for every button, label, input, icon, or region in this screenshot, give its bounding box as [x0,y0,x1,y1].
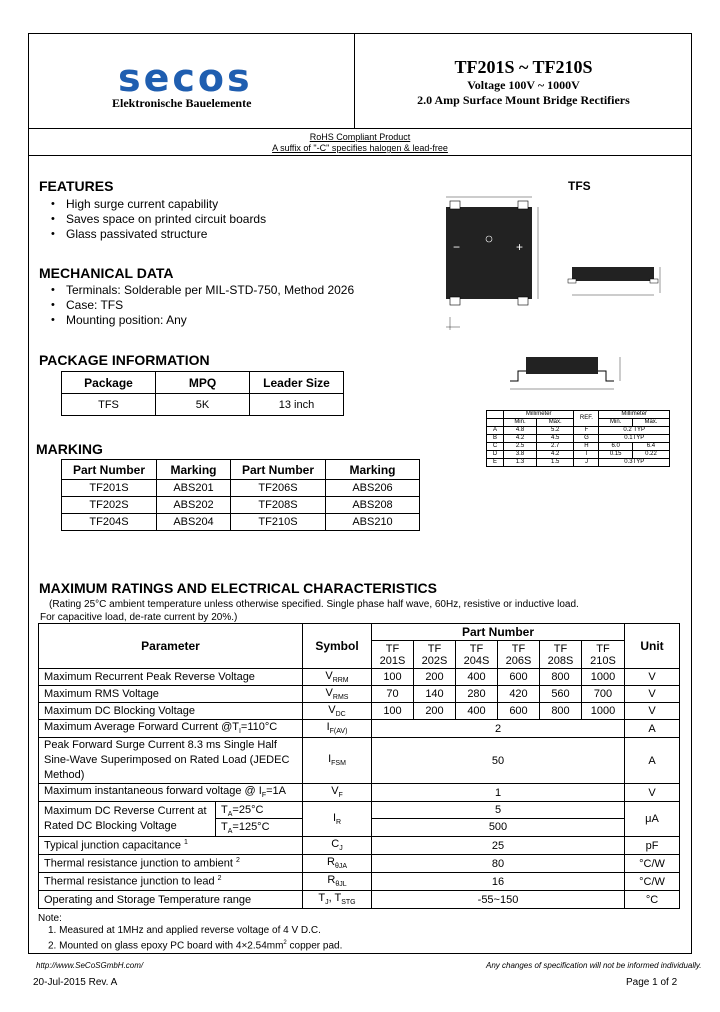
part-prefix: TF [427,642,442,655]
notes-title: Note: [38,913,62,924]
unit-cell: V [625,784,680,802]
value-cell: 200 [414,703,456,720]
table-header: Package [62,372,156,394]
table-header: Millimeter [504,411,574,419]
package-info-table [61,371,344,416]
rohs-line-2: A suffix of "-C" specifies halogen & lead-free [272,143,448,153]
parameter-cell: Typical junction capacitance $^1$ [39,837,303,855]
value-cell [372,802,625,837]
ratings-heading: MAXIMUM RATINGS AND ELECTRICAL CHARACTERISTICS [39,580,437,596]
parameter-cell: Maximum instantaneous forward voltage @ $I_F=1A$ [39,784,303,802]
value-cell: 70 [372,686,414,703]
features-list [46,197,266,242]
table-row [62,497,420,514]
value-cell: 420 [498,686,540,703]
list-item: • High surge current capability [46,197,266,212]
ratings-note-1: (Rating 25°C ambient temperature unless otherwise specified. Single phase half wave, 60Hz, resistive or inductive load. [49,599,579,610]
part-column-header [456,641,498,669]
table-cell: 2.7 [536,443,573,451]
ratings-note-2: For capacitive load, de-rate current by 20%.) [40,612,238,623]
table-cell: 2.5 [504,443,537,451]
table-row [487,459,670,467]
table-row [39,669,680,686]
condition-125c: $T_A=125^\circ C$ [221,821,270,836]
table-cell: E [487,459,504,467]
header-divider [28,128,692,129]
unit-cell: μA [625,802,680,837]
part-column-header [498,641,540,669]
dimension-table [486,410,670,467]
table-header: Millimeter [599,411,670,419]
unit-cell: °C/W [625,873,680,891]
table-row [39,686,680,703]
footer-page: Page 1 of 2 [626,977,678,988]
list-item: • Case: TFS [46,298,354,313]
table-cell: 6.4 [632,443,669,451]
list-item: • Glass passivated structure [46,227,266,242]
symbol-header: Symbol [303,624,372,669]
package-side-view [572,267,654,281]
value-cell: -55~150 [372,891,625,909]
package-front-view [526,357,598,374]
value-cell: 100 [372,669,414,686]
table-row [39,873,680,891]
list-item: • Terminals: Solderable per MIL-STD-750, Method 2026 [46,283,354,298]
value-cell: 200 [414,669,456,686]
unit-cell: V [625,703,680,720]
table-row [39,837,680,855]
table-cell: 6.0 [599,443,633,451]
part-suffix: 210S [590,654,616,667]
unit-cell: V [625,686,680,703]
table-row [39,738,680,784]
part-column-header [372,641,414,669]
svg-text:+: + [516,240,524,254]
features-heading: FEATURES [39,178,114,194]
table-cell: G [574,435,599,443]
table-cell: 4.2 [536,451,573,459]
svg-text:−: − [453,240,461,254]
parameter-cell: Operating and Storage Temperature range [39,891,303,909]
unit-cell: V [625,669,680,686]
value-cell: 1 [372,784,625,802]
table-row [62,480,420,497]
table-cell: 1.5 [536,459,573,467]
value-cell: 560 [540,686,582,703]
value-cell: 50 [372,738,625,784]
parameter-cell: Thermal resistance junction to ambient $^2$ [39,855,303,873]
unit-header: Unit [625,624,680,669]
table-cell: 4.2 [504,435,537,443]
part-suffix: 206S [505,654,532,667]
parameter-header: Parameter [39,624,303,669]
part-column-header [414,641,456,669]
value-cell: 1000 [582,669,625,686]
table-header: Leader Size [250,372,344,394]
table-row [62,394,344,416]
value-25c: 5 [372,802,624,819]
table-cell: 0.1TYP [599,435,670,443]
value-cell: 1000 [582,703,625,720]
parameter-cell: Maximum DC Blocking Voltage [39,703,303,720]
value-cell: 16 [372,873,625,891]
part-prefix: TF [596,642,610,655]
table-cell: D [487,451,504,459]
rohs-block [28,132,692,154]
table-cell: 1.3 [504,459,537,467]
product-description: 2.0 Amp Surface Mount Bridge Rectifiers [417,93,630,107]
table-header: Min. [599,419,633,427]
table-row [39,855,680,873]
unit-cell: °C [625,891,680,909]
part-suffix: 202S [421,654,448,667]
header-title-block [355,48,692,108]
table-cell: 5.2 [536,427,573,435]
table-cell: 4.8 [504,427,537,435]
symbol-cell: $V_{RRM}$ [303,669,372,686]
unit-cell: A [625,738,680,784]
table-cell: I [574,451,599,459]
table-cell: ABS204 [157,514,231,531]
table-header: Max. [536,419,573,427]
value-cell: 800 [540,703,582,720]
table-cell: 5K [156,394,250,416]
table-header: REF. [574,411,599,427]
table-cell: C [487,443,504,451]
parameter-cell: Maximum RMS Voltage [39,686,303,703]
symbol-cell: $T_J$, $T_{STG}$ [303,891,372,909]
page-title: TF201S ~ TF210S [454,57,593,77]
mechanical-list [46,283,354,328]
table-header: Part Number [231,460,326,480]
table-row [62,514,420,531]
rohs-divider [28,155,692,156]
voltage-range: Voltage 100V ~ 1000V [467,78,580,92]
table-header [487,419,504,427]
value-cell: 140 [414,686,456,703]
table-header [487,411,504,419]
list-item: • Mounting position: Any [46,313,354,328]
value-cell: 800 [540,669,582,686]
symbol-cell: $I_{FSM}$ [303,738,372,784]
part-column-header [582,641,625,669]
value-cell: 100 [372,703,414,720]
part-suffix: 208S [547,654,574,667]
table-cell: ABS210 [326,514,420,531]
note-2: 2. Mounted on glass epoxy PC board with $4\times 2.54mm^2$ copper pad. [48,940,343,952]
value-cell: 80 [372,855,625,873]
notes-block [38,913,342,952]
value-cell: 2 [372,720,625,738]
table-cell: ABS201 [157,480,231,497]
part-suffix: 201S [379,654,406,667]
condition-25c: $T_A=25^\circ C$ [216,802,302,819]
table-cell: 13 inch [250,394,344,416]
part-number-header: Part Number [372,624,625,641]
package-label: TFS [568,179,591,193]
parameter-cell: Maximum Average Forward Current $@T_I=110^\circ C$ [39,720,303,738]
symbol-cell: $V_F$ [303,784,372,802]
table-cell: TF208S [231,497,326,514]
symbol-cell: $I_{F(AV)}$ [303,720,372,738]
table-row [39,802,680,837]
list-item: • Saves space on printed circuit boards [46,212,266,227]
value-cell: 400 [456,669,498,686]
symbol-cell: $R_{\theta JA}$ [303,855,372,873]
table-row [39,703,680,720]
unit-cell: A [625,720,680,738]
part-prefix: TF [511,642,526,655]
symbol-cell: $R_{\theta JL}$ [303,873,372,891]
value-125c: 500 [488,821,508,833]
table-row [39,720,680,738]
part-column-header [540,641,582,669]
parameter-cell: Maximum DC Reverse Current at Rated DC Blocking Voltage $T_A=25^\circ C$ $T_A=125^\circ C$ [39,802,303,837]
value-cell: 25 [372,837,625,855]
value-cell: 700 [582,686,625,703]
symbol-cell: $C_J$ [303,837,372,855]
value-cell: 400 [456,703,498,720]
table-cell: 3.8 [504,451,537,459]
table-cell: B [487,435,504,443]
table-cell: 0.15 [599,451,633,459]
part-prefix: TF [385,642,400,655]
table-row [487,427,670,435]
table-header: Max. [632,419,669,427]
table-header: Min. [504,419,537,427]
table-cell: J [574,459,599,467]
note-1: 1. Measured at 1MHz and applied reverse voltage of 4 V D.C. [48,925,321,936]
company-logo: secos [118,56,253,100]
value-cell: 280 [456,686,498,703]
part-suffix: 204S [463,654,490,667]
table-row [39,784,680,802]
table-cell: 4.5 [536,435,573,443]
table-cell: 0.2 TYP [599,427,670,435]
table-header: MPQ [156,372,250,394]
package-outline-drawing [440,195,670,395]
table-cell: ABS208 [326,497,420,514]
table-cell: TF206S [231,480,326,497]
table-header: Marking [157,460,231,480]
table-header: Marking [326,460,420,480]
parameter-cell: Thermal resistance junction to lead $^2$ [39,873,303,891]
table-cell: TF204S [62,514,157,531]
table-cell: 0.3TYP [599,459,670,467]
table-cell: 0.22 [632,451,669,459]
table-row [487,435,670,443]
symbol-cell: $V_{DC}$ [303,703,372,720]
package-info-heading: PACKAGE INFORMATION [39,352,210,368]
table-cell: H [574,443,599,451]
logo-subtitle: Elektronische Bauelemente [112,96,252,110]
table-cell: F [574,427,599,435]
footer-url[interactable]: http://www.SeCoSGmbH.com/ [36,961,144,970]
value-cell: 600 [498,703,540,720]
footer-date: 20-Jul-2015 Rev. A [33,977,118,988]
marking-heading: MARKING [36,441,103,457]
ratings-table [38,623,680,909]
table-cell: TF201S [62,480,157,497]
table-cell: ABS202 [157,497,231,514]
part-prefix: TF [553,642,568,655]
footer-notice: Any changes of specification will not be informed individually. [486,961,702,970]
symbol-cell: $V_{RMS}$ [303,686,372,703]
marking-table [61,459,420,531]
table-header: Part Number [62,460,157,480]
rohs-line-1: RoHS Compliant Product [309,132,411,142]
unit-cell: °C/W [625,855,680,873]
part-prefix: TF [469,642,484,655]
table-row [487,443,670,451]
parameter-cell: Peak Forward Surge Current 8.3 ms Single Half Sine-Wave Superimposed on Rated Load (JEDEC Method) [39,738,303,784]
table-cell: A [487,427,504,435]
unit-cell: pF [625,837,680,855]
table-cell: TFS [62,394,156,416]
table-cell: ABS206 [326,480,420,497]
mechanical-heading: MECHANICAL DATA [39,265,174,281]
table-cell: TF202S [62,497,157,514]
table-row [39,891,680,909]
parameter-cell: Maximum Recurrent Peak Reverse Voltage [39,669,303,686]
table-cell: TF210S [231,514,326,531]
value-cell: 600 [498,669,540,686]
symbol-cell: $I_R$ [303,802,372,837]
table-row [487,451,670,459]
